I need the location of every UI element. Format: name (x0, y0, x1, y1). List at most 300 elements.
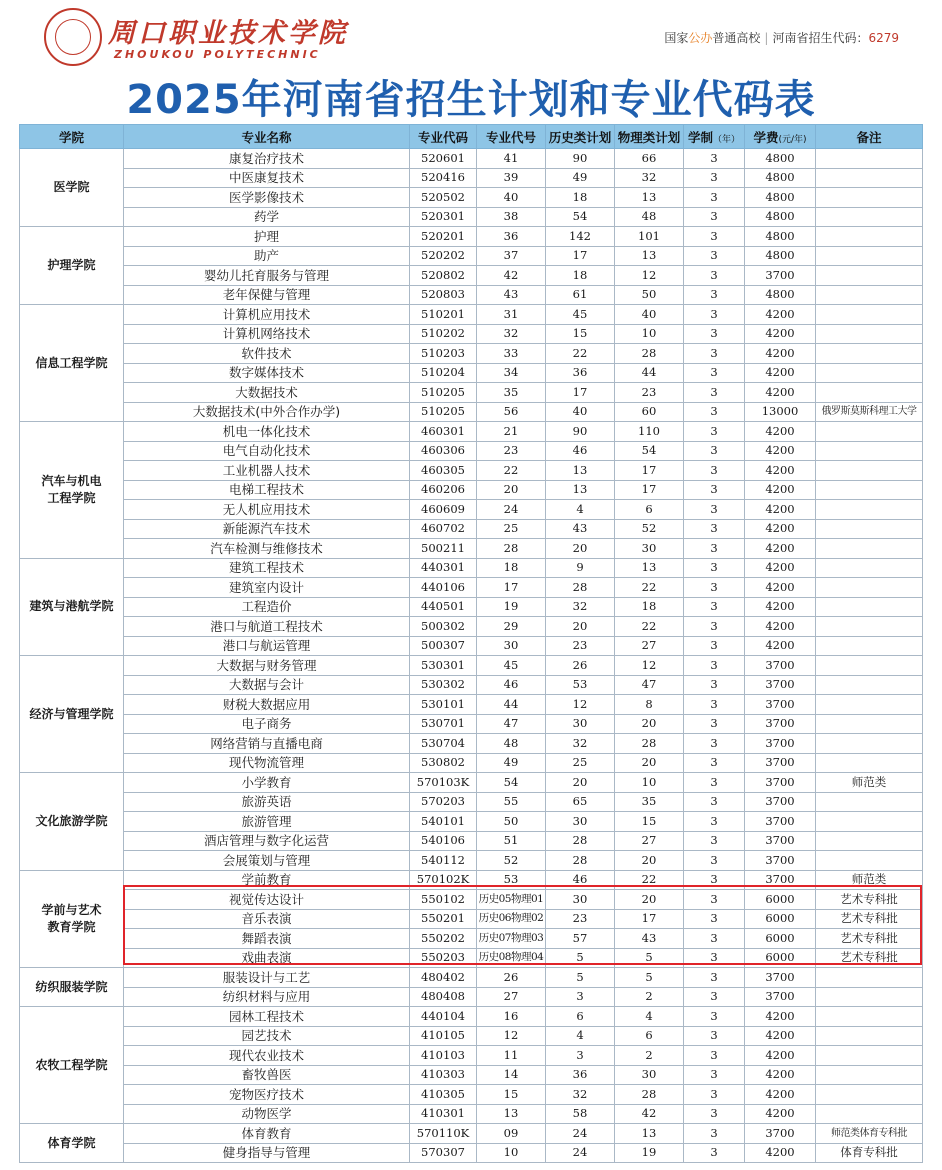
note-cell (816, 695, 923, 715)
note-cell (816, 500, 923, 520)
province-code: 6279 (868, 31, 899, 45)
num-cell: 55 (477, 792, 546, 812)
table-row (20, 246, 923, 266)
code-cell: 530704 (410, 734, 477, 754)
note-cell (816, 188, 923, 208)
fee-cell: 4200 (745, 461, 816, 481)
note-cell (816, 831, 923, 851)
code-cell: 510203 (410, 344, 477, 364)
note-cell (816, 246, 923, 266)
major-cell: 学前教育 (124, 870, 410, 890)
hist-cell: 142 (546, 227, 615, 247)
major-cell: 助产 (124, 246, 410, 266)
num-cell: 37 (477, 246, 546, 266)
years-cell: 3 (684, 480, 745, 500)
hist-cell: 20 (546, 617, 615, 637)
num-cell: 09 (477, 1124, 546, 1144)
years-cell: 3 (684, 753, 745, 773)
major-cell: 大数据技术 (124, 383, 410, 403)
dept-cell: 汽车与机电 工程学院 (20, 422, 124, 559)
dept-cell: 学前与艺术 教育学院 (20, 870, 124, 968)
table-row (20, 1104, 923, 1124)
code-cell: 440301 (410, 558, 477, 578)
table-row (20, 149, 923, 169)
phys-cell: 13 (615, 246, 684, 266)
code-cell: 460301 (410, 422, 477, 442)
fee-cell: 4200 (745, 500, 816, 520)
code-cell: 570307 (410, 1143, 477, 1163)
table-row (20, 870, 923, 890)
years-cell: 3 (684, 168, 745, 188)
years-cell: 3 (684, 909, 745, 929)
phys-cell: 43 (615, 929, 684, 949)
fee-cell: 4800 (745, 188, 816, 208)
fee-unit: (元/年) (778, 134, 807, 145)
table-row (20, 207, 923, 227)
hist-cell: 5 (546, 948, 615, 968)
major-cell: 音乐表演 (124, 909, 410, 929)
note-cell (816, 753, 923, 773)
phys-cell: 10 (615, 324, 684, 344)
note-cell (816, 617, 923, 637)
phys-cell: 32 (615, 168, 684, 188)
fee-cell: 6000 (745, 909, 816, 929)
num-cell: 19 (477, 597, 546, 617)
hist-cell: 13 (546, 461, 615, 481)
table-row (20, 227, 923, 247)
note-cell: 艺术专科批 (816, 909, 923, 929)
hist-cell: 30 (546, 714, 615, 734)
phys-cell: 22 (615, 870, 684, 890)
hist-cell: 18 (546, 266, 615, 286)
num-cell: 54 (477, 773, 546, 793)
hist-cell: 30 (546, 890, 615, 910)
num-cell: 47 (477, 714, 546, 734)
num-cell: 16 (477, 1007, 546, 1027)
note-cell (816, 597, 923, 617)
phys-cell: 48 (615, 207, 684, 227)
table-row (20, 831, 923, 851)
table-row (20, 188, 923, 208)
hist-cell: 13 (546, 480, 615, 500)
fee-cell: 4200 (745, 363, 816, 383)
major-cell: 婴幼儿托育服务与管理 (124, 266, 410, 286)
hist-cell: 53 (546, 675, 615, 695)
years-cell: 3 (684, 890, 745, 910)
phys-cell: 2 (615, 1046, 684, 1066)
note-cell (816, 480, 923, 500)
note-cell: 体育专科批 (816, 1143, 923, 1163)
code-cell: 570102K (410, 870, 477, 890)
table-row (20, 753, 923, 773)
dept-cell: 文化旅游学院 (20, 773, 124, 871)
years-cell: 3 (684, 1124, 745, 1144)
code-cell: 570110K (410, 1124, 477, 1144)
fee-cell: 3700 (745, 792, 816, 812)
note-cell (816, 714, 923, 734)
code-cell: 510201 (410, 305, 477, 325)
phys-cell: 50 (615, 285, 684, 305)
num-cell: 26 (477, 968, 546, 988)
table-row (20, 1046, 923, 1066)
hist-cell: 45 (546, 305, 615, 325)
table-row (20, 851, 923, 871)
code-cell: 410103 (410, 1046, 477, 1066)
phys-cell: 42 (615, 1104, 684, 1124)
hist-cell: 46 (546, 441, 615, 461)
num-cell: 45 (477, 656, 546, 676)
note-cell (816, 578, 923, 598)
years-cell: 3 (684, 597, 745, 617)
fee-cell: 4200 (745, 1143, 816, 1163)
table-row (20, 285, 923, 305)
note-cell (816, 987, 923, 1007)
major-cell: 大数据与财务管理 (124, 656, 410, 676)
fee-cell: 4200 (745, 422, 816, 442)
note-cell (816, 1026, 923, 1046)
phys-cell: 30 (615, 539, 684, 559)
years-cell: 3 (684, 851, 745, 871)
note-cell (816, 461, 923, 481)
fee-cell: 4800 (745, 168, 816, 188)
major-cell: 建筑工程技术 (124, 558, 410, 578)
table-row (20, 266, 923, 286)
major-cell: 电梯工程技术 (124, 480, 410, 500)
phys-cell: 23 (615, 383, 684, 403)
code-cell: 480408 (410, 987, 477, 1007)
code-cell: 460206 (410, 480, 477, 500)
code-cell: 410105 (410, 1026, 477, 1046)
num-cell: 20 (477, 480, 546, 500)
phys-cell: 4 (615, 1007, 684, 1027)
phys-cell: 20 (615, 714, 684, 734)
fee-cell: 6000 (745, 929, 816, 949)
note-cell (816, 1065, 923, 1085)
code-cell: 520201 (410, 227, 477, 247)
num-cell: 历史08物理04 (477, 948, 546, 968)
fee-cell: 4800 (745, 149, 816, 169)
fee-label: 学费 (753, 129, 779, 145)
num-cell: 38 (477, 207, 546, 227)
code-cell: 460306 (410, 441, 477, 461)
phys-cell: 54 (615, 441, 684, 461)
major-cell: 会展策划与管理 (124, 851, 410, 871)
code-cell: 520601 (410, 149, 477, 169)
years-cell: 3 (684, 500, 745, 520)
phys-cell: 20 (615, 890, 684, 910)
dept-cell: 医学院 (20, 149, 124, 227)
years-cell: 3 (684, 207, 745, 227)
phys-cell: 17 (615, 909, 684, 929)
dept-cell: 信息工程学院 (20, 305, 124, 422)
years-cell: 3 (684, 1104, 745, 1124)
code-cell: 530101 (410, 695, 477, 715)
national-info (664, 29, 899, 46)
fee-cell: 4200 (745, 480, 816, 500)
note-cell: 艺术专科批 (816, 948, 923, 968)
phys-cell: 28 (615, 344, 684, 364)
note-cell (816, 168, 923, 188)
years-cell: 3 (684, 246, 745, 266)
hist-cell: 28 (546, 831, 615, 851)
info-separator: | (764, 31, 769, 45)
major-cell: 园林工程技术 (124, 1007, 410, 1027)
table-row (20, 909, 923, 929)
page-header (0, 0, 942, 123)
num-cell: 历史07物理03 (477, 929, 546, 949)
school-name-cn: 周口职业技术学院 (108, 18, 348, 49)
phys-cell: 15 (615, 812, 684, 832)
major-cell: 计算机应用技术 (124, 305, 410, 325)
num-cell: 历史05物理01 (477, 890, 546, 910)
years-cell: 3 (684, 558, 745, 578)
major-cell: 大数据与会计 (124, 675, 410, 695)
table-row (20, 948, 923, 968)
fee-cell: 4200 (745, 1046, 816, 1066)
hist-cell: 3 (546, 1046, 615, 1066)
years-label: 学制 (687, 129, 713, 145)
major-cell: 体育教育 (124, 1124, 410, 1144)
hist-cell: 32 (546, 734, 615, 754)
table-row (20, 714, 923, 734)
years-cell: 3 (684, 870, 745, 890)
code-cell: 550203 (410, 948, 477, 968)
note-cell: 师范类体育专科批 (816, 1124, 923, 1144)
table-row (20, 480, 923, 500)
table-row (20, 792, 923, 812)
col-header-hist: 历史类计划 (546, 125, 615, 149)
major-cell: 康复治疗技术 (124, 149, 410, 169)
years-cell: 3 (684, 519, 745, 539)
phys-cell: 10 (615, 773, 684, 793)
phys-cell: 101 (615, 227, 684, 247)
code-cell: 530302 (410, 675, 477, 695)
fee-cell: 3700 (745, 987, 816, 1007)
table-row (20, 558, 923, 578)
num-cell: 10 (477, 1143, 546, 1163)
hist-cell: 4 (546, 1026, 615, 1046)
note-cell (816, 675, 923, 695)
table-row (20, 1124, 923, 1144)
code-cell: 410303 (410, 1065, 477, 1085)
fee-cell: 4200 (745, 1085, 816, 1105)
num-cell: 28 (477, 539, 546, 559)
major-cell: 财税大数据应用 (124, 695, 410, 715)
years-cell: 3 (684, 773, 745, 793)
phys-cell: 40 (615, 305, 684, 325)
dept-cell: 经济与管理学院 (20, 656, 124, 773)
table-row (20, 773, 923, 793)
code-cell: 550201 (410, 909, 477, 929)
years-cell: 3 (684, 695, 745, 715)
num-cell: 14 (477, 1065, 546, 1085)
num-cell: 36 (477, 227, 546, 247)
note-cell (816, 519, 923, 539)
years-cell: 3 (684, 441, 745, 461)
table-row (20, 305, 923, 325)
table-row (20, 1143, 923, 1163)
code-cell: 510205 (410, 383, 477, 403)
national-prefix: 国家 (664, 31, 689, 45)
code-cell: 530802 (410, 753, 477, 773)
years-cell: 3 (684, 1143, 745, 1163)
col-header-note: 备注 (816, 125, 923, 149)
num-cell: 51 (477, 831, 546, 851)
hist-cell: 12 (546, 695, 615, 715)
years-cell: 3 (684, 383, 745, 403)
major-cell: 纺织材料与应用 (124, 987, 410, 1007)
num-cell: 43 (477, 285, 546, 305)
major-cell: 酒店管理与数字化运营 (124, 831, 410, 851)
num-cell: 15 (477, 1085, 546, 1105)
num-cell: 13 (477, 1104, 546, 1124)
phys-cell: 17 (615, 461, 684, 481)
hist-cell: 3 (546, 987, 615, 1007)
major-cell: 软件技术 (124, 344, 410, 364)
fee-cell: 4800 (745, 227, 816, 247)
note-cell (816, 422, 923, 442)
fee-cell: 3700 (745, 695, 816, 715)
fee-cell: 6000 (745, 890, 816, 910)
col-header-num: 专业代号 (477, 125, 546, 149)
code-cell: 440104 (410, 1007, 477, 1027)
code-cell: 410301 (410, 1104, 477, 1124)
note-cell (816, 363, 923, 383)
major-cell: 网络营销与直播电商 (124, 734, 410, 754)
code-cell: 520301 (410, 207, 477, 227)
fee-cell: 3700 (745, 734, 816, 754)
table-row (20, 1007, 923, 1027)
fee-cell: 4200 (745, 539, 816, 559)
page-title: 2025年河南省招生计划和专业代码表 (126, 77, 816, 123)
code-cell: 550102 (410, 890, 477, 910)
years-cell: 3 (684, 1007, 745, 1027)
phys-cell: 5 (615, 968, 684, 988)
code-cell: 550202 (410, 929, 477, 949)
code-cell: 460702 (410, 519, 477, 539)
hist-cell: 18 (546, 188, 615, 208)
fee-cell: 3700 (745, 831, 816, 851)
fee-cell: 4800 (745, 285, 816, 305)
table-row (20, 617, 923, 637)
years-cell: 3 (684, 987, 745, 1007)
table-row (20, 578, 923, 598)
table-row (20, 734, 923, 754)
hist-cell: 24 (546, 1124, 615, 1144)
fee-cell: 3700 (745, 968, 816, 988)
table-row (20, 597, 923, 617)
table-row (20, 363, 923, 383)
note-cell (816, 558, 923, 578)
code-cell: 540106 (410, 831, 477, 851)
major-cell: 园艺技术 (124, 1026, 410, 1046)
note-cell: 俄罗斯莫斯科理工大学 (816, 402, 923, 422)
note-cell (816, 383, 923, 403)
major-cell: 建筑室内设计 (124, 578, 410, 598)
years-cell: 3 (684, 422, 745, 442)
code-cell: 480402 (410, 968, 477, 988)
table-row (20, 987, 923, 1007)
table-row (20, 461, 923, 481)
fee-cell: 3700 (745, 753, 816, 773)
note-cell (816, 324, 923, 344)
phys-cell: 13 (615, 188, 684, 208)
school-seal-icon (44, 8, 102, 66)
note-cell: 艺术专科批 (816, 890, 923, 910)
col-header-major: 专业名称 (124, 125, 410, 149)
num-cell: 53 (477, 870, 546, 890)
fee-cell: 3700 (745, 714, 816, 734)
major-cell: 医学影像技术 (124, 188, 410, 208)
hist-cell: 32 (546, 597, 615, 617)
table-row (20, 1065, 923, 1085)
province-code-label: 河南省招生代码： (772, 31, 869, 45)
col-header-code: 专业代码 (410, 125, 477, 149)
phys-cell: 27 (615, 831, 684, 851)
note-cell (816, 227, 923, 247)
note-cell (816, 851, 923, 871)
phys-cell: 52 (615, 519, 684, 539)
note-cell (816, 305, 923, 325)
years-cell: 3 (684, 656, 745, 676)
table-row (20, 500, 923, 520)
fee-cell: 3700 (745, 675, 816, 695)
hist-cell: 49 (546, 168, 615, 188)
table-row (20, 1085, 923, 1105)
phys-cell: 13 (615, 558, 684, 578)
hist-cell: 58 (546, 1104, 615, 1124)
major-cell: 服装设计与工艺 (124, 968, 410, 988)
table-row (20, 519, 923, 539)
table-row (20, 324, 923, 344)
code-cell: 500211 (410, 539, 477, 559)
hist-cell: 17 (546, 246, 615, 266)
fee-cell: 4800 (745, 207, 816, 227)
fee-cell: 4200 (745, 305, 816, 325)
years-cell: 3 (684, 539, 745, 559)
years-cell: 3 (684, 792, 745, 812)
phys-cell: 60 (615, 402, 684, 422)
num-cell: 23 (477, 441, 546, 461)
note-cell (816, 344, 923, 364)
code-cell: 500307 (410, 636, 477, 656)
major-cell: 视觉传达设计 (124, 890, 410, 910)
major-cell: 动物医学 (124, 1104, 410, 1124)
code-cell: 520416 (410, 168, 477, 188)
major-cell: 药学 (124, 207, 410, 227)
table-row (20, 812, 923, 832)
hist-cell: 22 (546, 344, 615, 364)
national-highlight: 公办 (688, 31, 713, 45)
major-cell: 数字媒体技术 (124, 363, 410, 383)
num-cell: 44 (477, 695, 546, 715)
years-cell: 3 (684, 675, 745, 695)
phys-cell: 2 (615, 987, 684, 1007)
years-cell: 3 (684, 188, 745, 208)
major-cell: 大数据技术(中外合作办学) (124, 402, 410, 422)
years-cell: 3 (684, 149, 745, 169)
years-unit: （年） (713, 134, 741, 145)
code-cell: 520802 (410, 266, 477, 286)
fee-cell: 4200 (745, 636, 816, 656)
major-cell: 电子商务 (124, 714, 410, 734)
phys-cell: 12 (615, 266, 684, 286)
major-cell: 工程造价 (124, 597, 410, 617)
enrollment-table (19, 124, 923, 1163)
hist-cell: 54 (546, 207, 615, 227)
num-cell: 50 (477, 812, 546, 832)
table-row (20, 422, 923, 442)
